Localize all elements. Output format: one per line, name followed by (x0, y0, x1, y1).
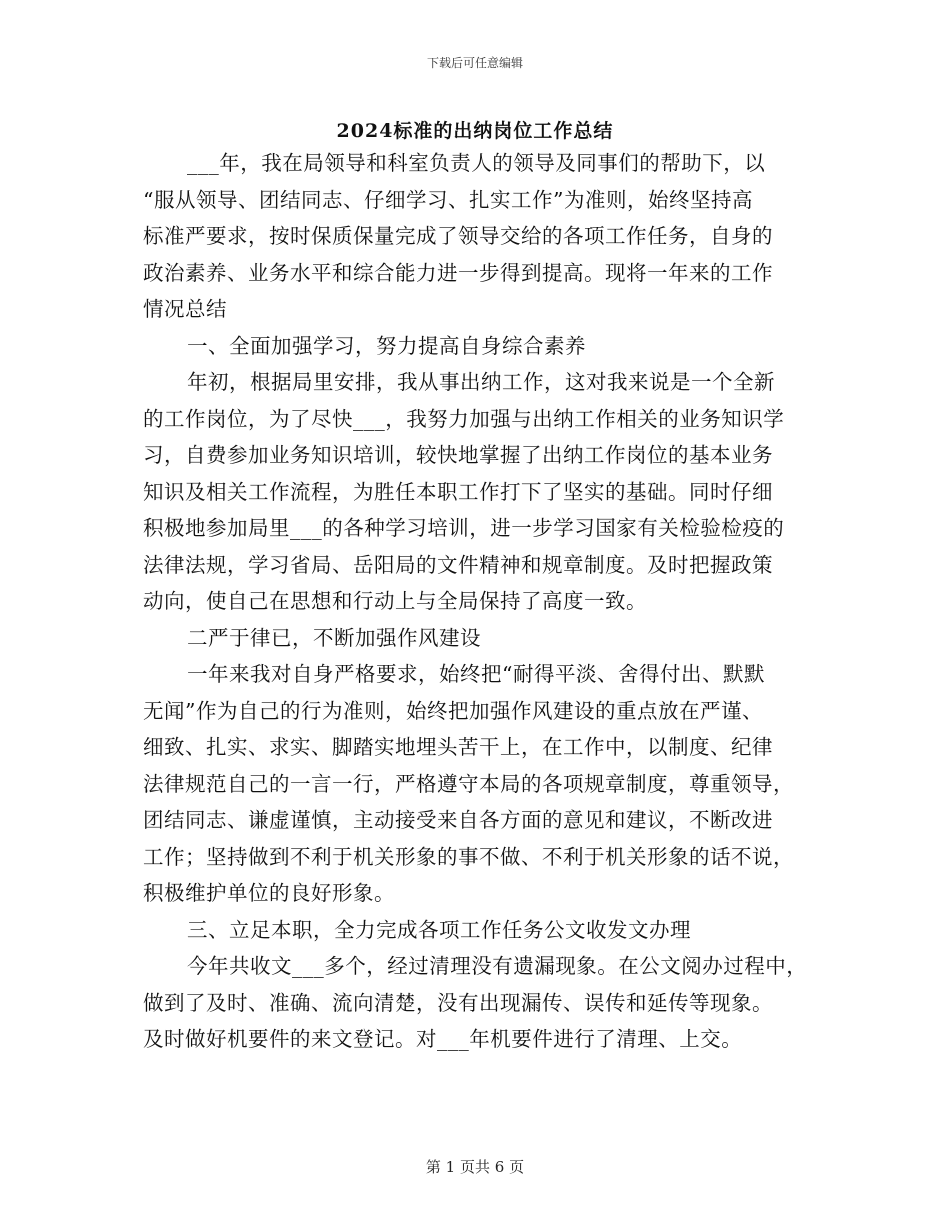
section-heading: 三、立足本职，全力完成各项工作任务公文收发文办理 (187, 917, 691, 942)
body-line: 政治素养、业务水平和综合能力进一步得到提高。现将一年来的工作 (143, 260, 773, 285)
body-line: 习，自费参加业务知识培训，较快地掌握了出纳工作岗位的基本业务 (143, 443, 773, 467)
document-body (143, 145, 823, 1058)
body-line: 情况总结 (143, 297, 227, 321)
body-line: 细致、扎实、求实、脚踏实地埋头苦干上，在工作中，以制度、纪律 (143, 735, 773, 759)
body-line: 积极维护单位的良好形象。 (143, 881, 395, 905)
body-line: 法律规范自己的一言一行，严格遵守本局的各项规章制度，尊重领导， (143, 771, 794, 796)
body-line: ___年，我在局领导和科室负责人的领导及同事们的帮助下，以 (187, 151, 766, 175)
body-line: 积极地参加局里___的各种学习培训，进一步学习国家有关检验检疫的 (143, 516, 785, 540)
body-line: 无闻”作为自己的行为准则，始终把加强作风建设的重点放在严谨、 (143, 698, 763, 723)
body-line: 今年共收文___多个，经过清理没有遗漏现象。在公文阅办过程中， (187, 954, 808, 978)
body-line: 团结同志、谦虚谨慎，主动接受来自各方面的意见和建议，不断改进 (143, 808, 773, 832)
page-footer: 第 1 页共 6 页 (425, 1158, 525, 1176)
body-line: 一年来我对自身严格要求，始终把“耐得平淡、舍得付出、默默 (187, 662, 765, 686)
section-heading: 一、全面加强学习，努力提高自身综合素养 (187, 333, 586, 358)
body-line: 工作；坚持做到不利于机关形象的事不做、不利于机关形象的话不说， (143, 844, 794, 869)
body-line: 及时做好机要件的来文登记。对___年机要件进行了清理、上交。 (143, 1027, 743, 1051)
body-line: 做到了及时、准确、流向清楚，没有出现漏传、误传和延传等现象。 (143, 990, 773, 1015)
body-line: 知识及相关工作流程，为胜任本职工作打下了坚实的基础。同时仔细 (143, 479, 773, 504)
body-line: 法律法规，学习省局、岳阳局的文件精神和规章制度。及时把握政策 (143, 552, 773, 577)
body-line: 的工作岗位，为了尽快___，我努力加强与出纳工作相关的业务知识学 (143, 406, 785, 431)
body-line: 年初，根据局里安排，我从事出纳工作，这对我来说是一个全新 (187, 370, 775, 394)
section-heading: 二严于律已，不断加强作风建设 (187, 625, 481, 650)
body-line: “服从领导、团结同志、仔细学习、扎实工作”为准则，始终坚持高 (143, 187, 753, 212)
body-line: 标准严要求，按时保质保量完成了领导交给的各项工作任务，自身的 (143, 224, 773, 248)
header-note: 下载后可任意编辑 (426, 56, 523, 70)
document-title: 2024标准的出纳岗位工作总结 (336, 120, 614, 142)
body-line: 动向，使自己在思想和行动上与全局保持了高度一致。 (143, 589, 647, 613)
